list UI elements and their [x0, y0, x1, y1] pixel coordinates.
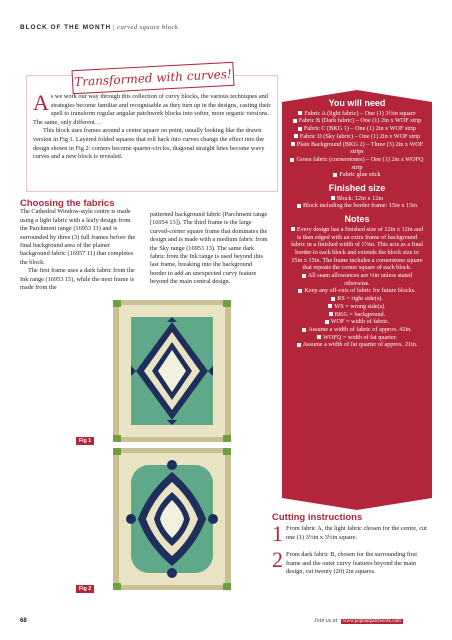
section-label: BLOCK OF THE MONTH [20, 24, 112, 31]
fig2-block-illustration [76, 448, 268, 590]
bullet-square-icon [302, 328, 306, 332]
bullet-square-icon [333, 173, 337, 177]
need-item: Fabric A (light fabric) – One (1) 3½in square [290, 110, 424, 118]
note-item: BKG = background. [290, 311, 424, 319]
bullet-square-icon [294, 134, 298, 138]
intro-text [33, 90, 271, 162]
need-item: Fabric D (Sky fabric) – One (1) 2in x WOF strip [290, 133, 424, 141]
bullet-square-icon [328, 304, 332, 308]
intro-paragraph-2: This block uses frames around a centre square on point, usually looking like the drawn version in Fig 1. Layered folded squares that roll back into curves change the effect into the design shown in Fig 2: corners become quarter-circles, diagonal straight lines become wavy curves and a new block is revealed. [33, 127, 265, 161]
step-text: From fabric A, the light fabric chosen for the centre, cut one (1) 3½in x 3½in square. [286, 525, 427, 541]
sidebar-content [290, 94, 424, 349]
fig2-label: Fig 2 [76, 585, 94, 593]
drop-cap: A [33, 90, 49, 115]
bullet-square-icon [293, 119, 297, 123]
bullet-square-icon [291, 142, 295, 146]
finished-size-heading: Finished size [328, 183, 386, 194]
fabrics-paragraph-2: The first frame uses a dark fabric from the Ink range (16953 15), while the next frame is made from the [20, 267, 135, 292]
note-item: RS = right side(s). [290, 295, 424, 303]
bullet-square-icon [331, 297, 335, 301]
bullet-square-icon [290, 158, 294, 162]
need-item: Plain Background (BKG 2) – Three (3) 2in x WOF strips [290, 141, 424, 156]
step-number: 1 [272, 521, 283, 547]
bullet-square-icon [297, 204, 301, 208]
fabrics-column-1 [20, 200, 138, 292]
bullet-square-icon [317, 335, 321, 339]
intro-title: Transformed with curves! [71, 62, 234, 94]
note-item: Assume a width of fabric of approx. 42in. [290, 326, 424, 334]
note-item: Keep any off-cuts of fabric for future blocks. [290, 287, 424, 295]
bullet-square-icon [325, 320, 329, 324]
need-item: Green fabric (cornerstones) – One (1) 2in x WOFQ strip [290, 156, 424, 171]
bullet-square-icon [298, 289, 302, 293]
notes-heading: Notes [344, 214, 370, 225]
fabrics-paragraph-3: patterned background fabric (Parchment range [16954 13]). The third frame is the large curved-corner square frame that dominates the design and is made with a medium fabric from the Sky range (16953 13). The same dark fabric from the Ink range is used beyond this last frame, breaking into the background border to add an unexpected curvy feature beyond the main central design. [150, 211, 268, 286]
need-item: Fabric B (Dark fabric) – One (1) 2in x WOF strip [290, 117, 424, 125]
cutting-step [272, 521, 432, 547]
note-item: WS = wrong side(s). [290, 303, 424, 311]
size-item: Block including the border frame: 15in x 15in [290, 202, 424, 210]
fabrics-paragraph-1: The Cathedral Window-style centre is made using a light fabric with a leafy design from the Parchment range (16953 11) and is surrounded by three (3) full frames before the final background area of the plainer background fabric (16957 11) that completes the block. [20, 208, 136, 266]
bullet-square-icon [297, 343, 301, 347]
section-subtitle: curved square block [117, 24, 179, 31]
you-will-need-heading: You will need [328, 98, 386, 108]
bullet-square-icon [291, 227, 295, 231]
bullet-square-icon [331, 196, 335, 200]
need-item: Fabric C (BKG 1) – One (1) 2in x WOF strip [290, 125, 424, 133]
step-number: 2 [272, 547, 283, 573]
join-text: Join us at [314, 618, 338, 624]
bullet-square-icon [302, 274, 306, 278]
cutting-step [272, 547, 432, 576]
note-item: Assume a width of fat quarter of approx. 21in. [290, 341, 424, 349]
note-item: WOF = width of fabric. [290, 318, 424, 326]
size-item: Block: 12in x 12in [290, 195, 424, 203]
header-separator: | [113, 24, 116, 31]
fig1-block-illustration [76, 300, 268, 442]
notes-lead: Every design has a finished size of 12in x 12in and is then edged with an extra frame of background fabric in a finished width of 1½in. This acts as a final border to each block and extends the block size to 15in x 15in. The frame includes a cornerstone square that repeats the corner square of each block. [290, 225, 424, 272]
sidebar-panel [282, 90, 432, 510]
intro-paragraph-1: s we work our way through this collection of curvy blocks, the various techniques and strategies become familiar and recognisable as they turn up in the designs, casting their spell to transform regular angular patchwork blocks into softer, more organic versions. The same, only different… [33, 93, 271, 126]
note-item: WOFQ = width of fat quarter. [290, 334, 424, 342]
cutting-instructions [272, 514, 432, 576]
bullet-square-icon [298, 127, 302, 131]
footer-join [312, 618, 403, 624]
bullet-square-icon [329, 312, 333, 316]
bullet-square-icon [298, 111, 302, 115]
fabrics-heading: Choosing the fabrics [20, 198, 115, 209]
page-number: 68 [20, 618, 27, 624]
note-item: All seam allowances are ¼in unless stated otherwise. [290, 272, 424, 287]
website-link[interactable]: www.popularpatchwork.com [342, 619, 401, 624]
fig1-label: Fig 1 [76, 437, 94, 445]
step-text: From dark fabric B, chosen for the surrounding first frame and the outer curvy features beyond the main design, cut twenty (20) 2in squares. [286, 551, 417, 576]
cutting-heading: Cutting instructions [272, 512, 363, 523]
need-item: Fabric glue stick [290, 171, 424, 179]
fabrics-column-2 [150, 211, 270, 287]
running-header [20, 24, 178, 31]
